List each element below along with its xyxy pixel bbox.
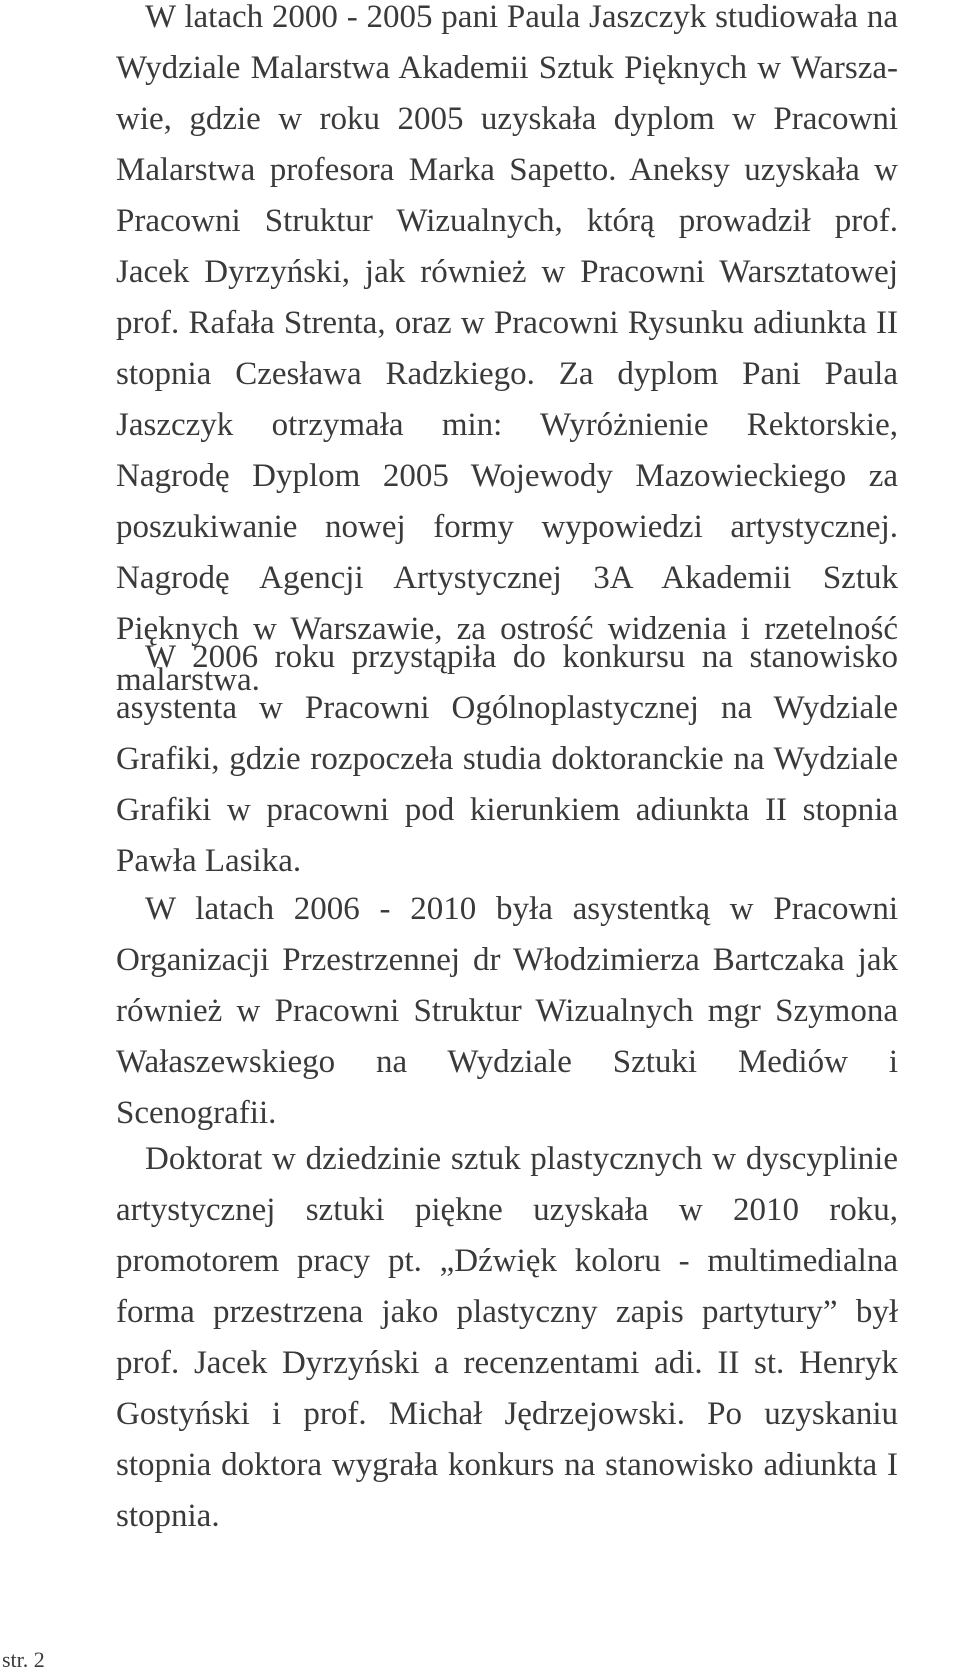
page-number: str. 2 bbox=[2, 1647, 45, 1672]
biography-text-block-4 bbox=[116, 1134, 898, 1542]
paragraph-doctorate: Doktorat w dziedzinie sztuk plastycznych w dyscyplinie artystycznej sztuki piękne uzyskała w 2010 roku, promotorem pracy pt. „Dźwięk koloru - multimedialna forma przestrzena jako plastyczny zapis partytury” był prof. Jacek Dyrzyński a recenzentami adi. II st. Henryk Gostyński i prof. Michał Jędrzejowski. Po uzyskaniu stopnia doktora wygrała konkurs na stanowisko adiunkta I stopnia. bbox=[116, 1141, 898, 1534]
paragraph-doctoral-studies: W 2006 roku przystąpiła do konkursu na stanowisko asystenta w Pracowni Ogólnoplastycznej na Wydziale Grafiki, gdzie rozpoczeła studia doktoranckie na Wydziale Grafiki w pracowni pod kierunkiem adiunkta II stopnia Pawła Lasika. bbox=[116, 639, 898, 879]
paragraph-education: W latach 2000 - 2005 pani Paula Jaszczyk studiowała na Wydziale Malarstwa Akademii Sztuk Pięknych w Warszawie, gdzie w roku 2005 uzyskała dyplom w Pracowni Malarstwa profesora Marka Sapetto. Aneksy uzyskała w Pracowni Struktur Wizualnych, którą prowadził prof. Jacek Dyrzyński, jak również w Pracowni Warsztatowej prof. Rafała Strenta, oraz w Pracowni Rysunku adiunkta II stopnia Czesława Radzkiego. Za dyplom Pani Paula Jaszczyk otrzymała min: Wyróżnienie Rektorskie, Nagrodę Dyplom 2005 Wojewody Mazowieckiego za poszukiwanie nowej formy wypowiedzi artystycznej. Nagrodę Agencji Artystycznej 3A Akademii Sztuk Pięknych w Warszawie, za ostrość widzenia i rzetelność malarstwa. bbox=[116, 0, 898, 698]
biography-text-block-1 bbox=[116, 0, 898, 706]
paragraph-assistant-position: W latach 2006 - 2010 była asystentką w Pracowni Organizacji Przestrzennej dr Włodzimierza Bartczaka jak również w Pracowni Struktur Wizualnych mgr Szymona Wałaszewskiego na Wydziale Sztuki Mediów i Scenografii. bbox=[116, 891, 898, 1131]
biography-text-block-3 bbox=[116, 884, 898, 1139]
biography-text-block-2 bbox=[116, 632, 898, 887]
